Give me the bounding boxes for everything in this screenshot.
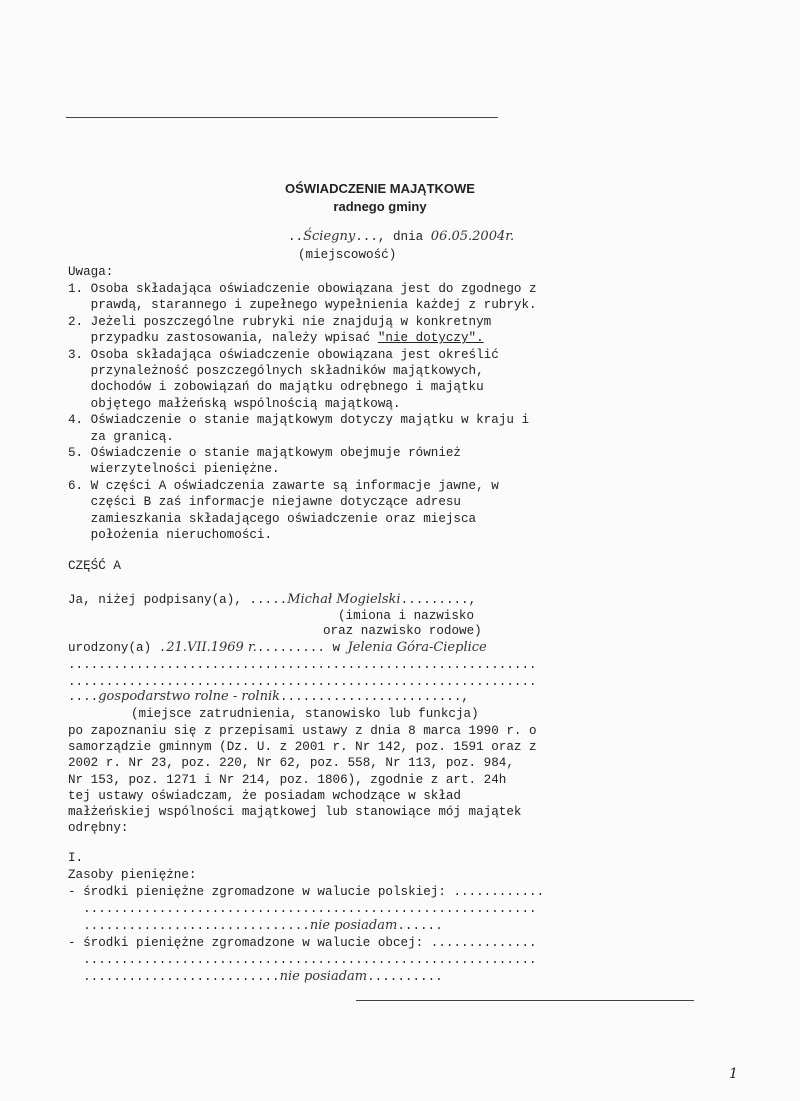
note-text: 6. W części A oświadczenia zawarte są informacje jawne, w <box>68 478 499 493</box>
note-line <box>68 297 537 313</box>
note-text: 3. Osoba składająca oświadczenie obowiązana jest określić <box>68 347 499 362</box>
notes-heading: Uwaga: <box>68 265 114 279</box>
legal-line: po zapoznaniu się z przepisami ustawy z dnia 8 marca 1990 r. o <box>68 724 537 738</box>
declarant-name: Michał Mogielski <box>287 592 401 607</box>
note-text: przynależność poszczególnych składników majątkowych, <box>68 364 484 378</box>
place-value: Ściegny <box>303 229 356 244</box>
legal-line: 2002 r. Nr 23, poz. 220, Nr 62, poz. 558, Nr 113, poz. 984, <box>68 756 514 771</box>
top-rule <box>66 117 498 118</box>
dotted-line: .............................................................. <box>68 658 537 672</box>
birth-line: urodzony(a) .21.VII.1969 r.......... w Jelenia Góra-Cieplice <box>68 640 487 655</box>
employment-value: gospodarstwo rolne - rolnik <box>98 689 280 704</box>
pln-value-line: ..............................nie posiadam...... <box>68 918 443 933</box>
note-text: 5. Oświadczenie o stanie majątkowym obejmuje również <box>68 446 461 460</box>
dnia-label: dnia <box>393 230 424 244</box>
legal-line: małżeńskiej wspólności majątkowej lub stanowiące mój majątek <box>68 805 522 819</box>
birth-date: 21.VII.1969 r. <box>166 640 257 655</box>
legal-line: Nr 153, poz. 1271 i Nr 214, poz. 1806), zgodnie z art. 24h <box>68 772 507 787</box>
note-line <box>68 494 461 510</box>
note-line <box>68 379 484 395</box>
note-line <box>68 281 537 297</box>
note-line <box>68 461 280 477</box>
nie-dotyczy-text: "nie dotyczy". <box>377 331 484 346</box>
note-text: części B zaś informacje niejawne dotyczące adresu <box>68 495 461 510</box>
note-text: położenia nieruchomości. <box>68 528 273 542</box>
note-text: 4. Oświadczenie o stanie majątkowym dotyczy majątku w kraju i <box>68 413 530 428</box>
employment-line: ....gospodarstwo rolne - rolnik........................, <box>68 689 469 704</box>
foreign-label: - środki pieniężne zgromadzone w walucie obcej: .............. <box>68 936 537 950</box>
note-text: 1. Osoba składająca oświadczenie obowiązana jest do zgodnego z <box>68 282 537 296</box>
pln-value: nie posiadam <box>309 918 398 933</box>
born-label: urodzony(a) <box>68 641 159 655</box>
foreign-value-line: ..........................nie posiadam.......... <box>68 969 443 984</box>
section-1-heading: Zasoby pieniężne: <box>68 868 197 882</box>
pln-label-text: - środki pieniężne zgromadzone w walucie polskiej: <box>68 885 454 899</box>
note-text: dochodów i zobowiązań do majątku odrębnego i majątku <box>68 380 484 395</box>
note-text: 2. Jeżeli poszczególne rubryki nie znajdują w konkretnym <box>68 314 492 329</box>
note-text: zamieszkania składającego oświadczenie oraz miejsca <box>68 511 477 526</box>
note-line <box>68 347 499 363</box>
place-date-line: ..Ściegny..., dnia 06.05.2004r. <box>288 229 515 244</box>
note-line <box>68 314 491 330</box>
note-line <box>68 363 484 379</box>
declarant-label: Ja, niżej podpisany(a), <box>68 593 250 607</box>
page-number: 1 <box>729 1066 738 1082</box>
legal-line: samorządzie gminnym (Dz. U. z 2001 r. Nr 142, poz. 1591 oraz z <box>68 740 537 755</box>
date-value: 06.05.2004r. <box>430 229 515 244</box>
note-line <box>68 527 272 543</box>
legal-line: odrębny: <box>68 821 129 836</box>
note-text: prawdą, starannego i zupełnego wypełnienia każdej z rubryk. <box>68 298 537 313</box>
note-text: objętego małżeńską wspólnością majątkową. <box>68 396 401 411</box>
note-line <box>68 412 529 428</box>
note-text: wierzytelności pieniężne. <box>68 462 280 477</box>
name-caption-1: (imiona i nazwisko <box>338 609 475 623</box>
foreign-label-text: - środki pieniężne zgromadzone w walucie obcej: <box>68 936 431 950</box>
document-title: OŚWIADCZENIE MAJĄTKOWE <box>285 181 475 196</box>
place-caption: (miejscowość) <box>298 248 397 262</box>
note-line <box>68 396 401 412</box>
note-line <box>68 330 484 346</box>
declarant-line: Ja, niżej podpisany(a), .....Michał Mogielski........., <box>68 592 477 607</box>
foreign-value: nie posiadam <box>279 969 368 984</box>
pln-label: - środki pieniężne zgromadzone w walucie polskiej: ............ <box>68 885 545 899</box>
note-line <box>68 511 476 527</box>
document-subtitle: radnego gminy <box>333 199 427 214</box>
section-1-number: I. <box>68 851 84 865</box>
birth-place: Jelenia Góra-Cieplice <box>347 640 487 655</box>
note-text: przypadku zastosowania, należy wpisać <box>68 331 378 346</box>
dotted-line: .............................................................. <box>68 675 537 689</box>
note-line <box>68 429 174 445</box>
dotted-line: ............................................................ <box>68 902 537 916</box>
note-line <box>68 478 499 494</box>
born-in-label: w <box>324 641 348 655</box>
dotted-line: ............................................................ <box>68 953 537 967</box>
part-a-heading: CZĘŚĆ A <box>68 559 121 573</box>
name-caption-2: oraz nazwisko rodowe) <box>323 624 482 638</box>
note-line <box>68 445 461 461</box>
note-text: za granicą. <box>68 429 174 444</box>
employment-caption: (miejsce zatrudnienia, stanowisko lub funkcja) <box>131 707 479 721</box>
legal-line: tej ustawy oświadczam, że posiadam wchodzące w skład <box>68 788 461 803</box>
bottom-rule <box>356 1000 694 1001</box>
